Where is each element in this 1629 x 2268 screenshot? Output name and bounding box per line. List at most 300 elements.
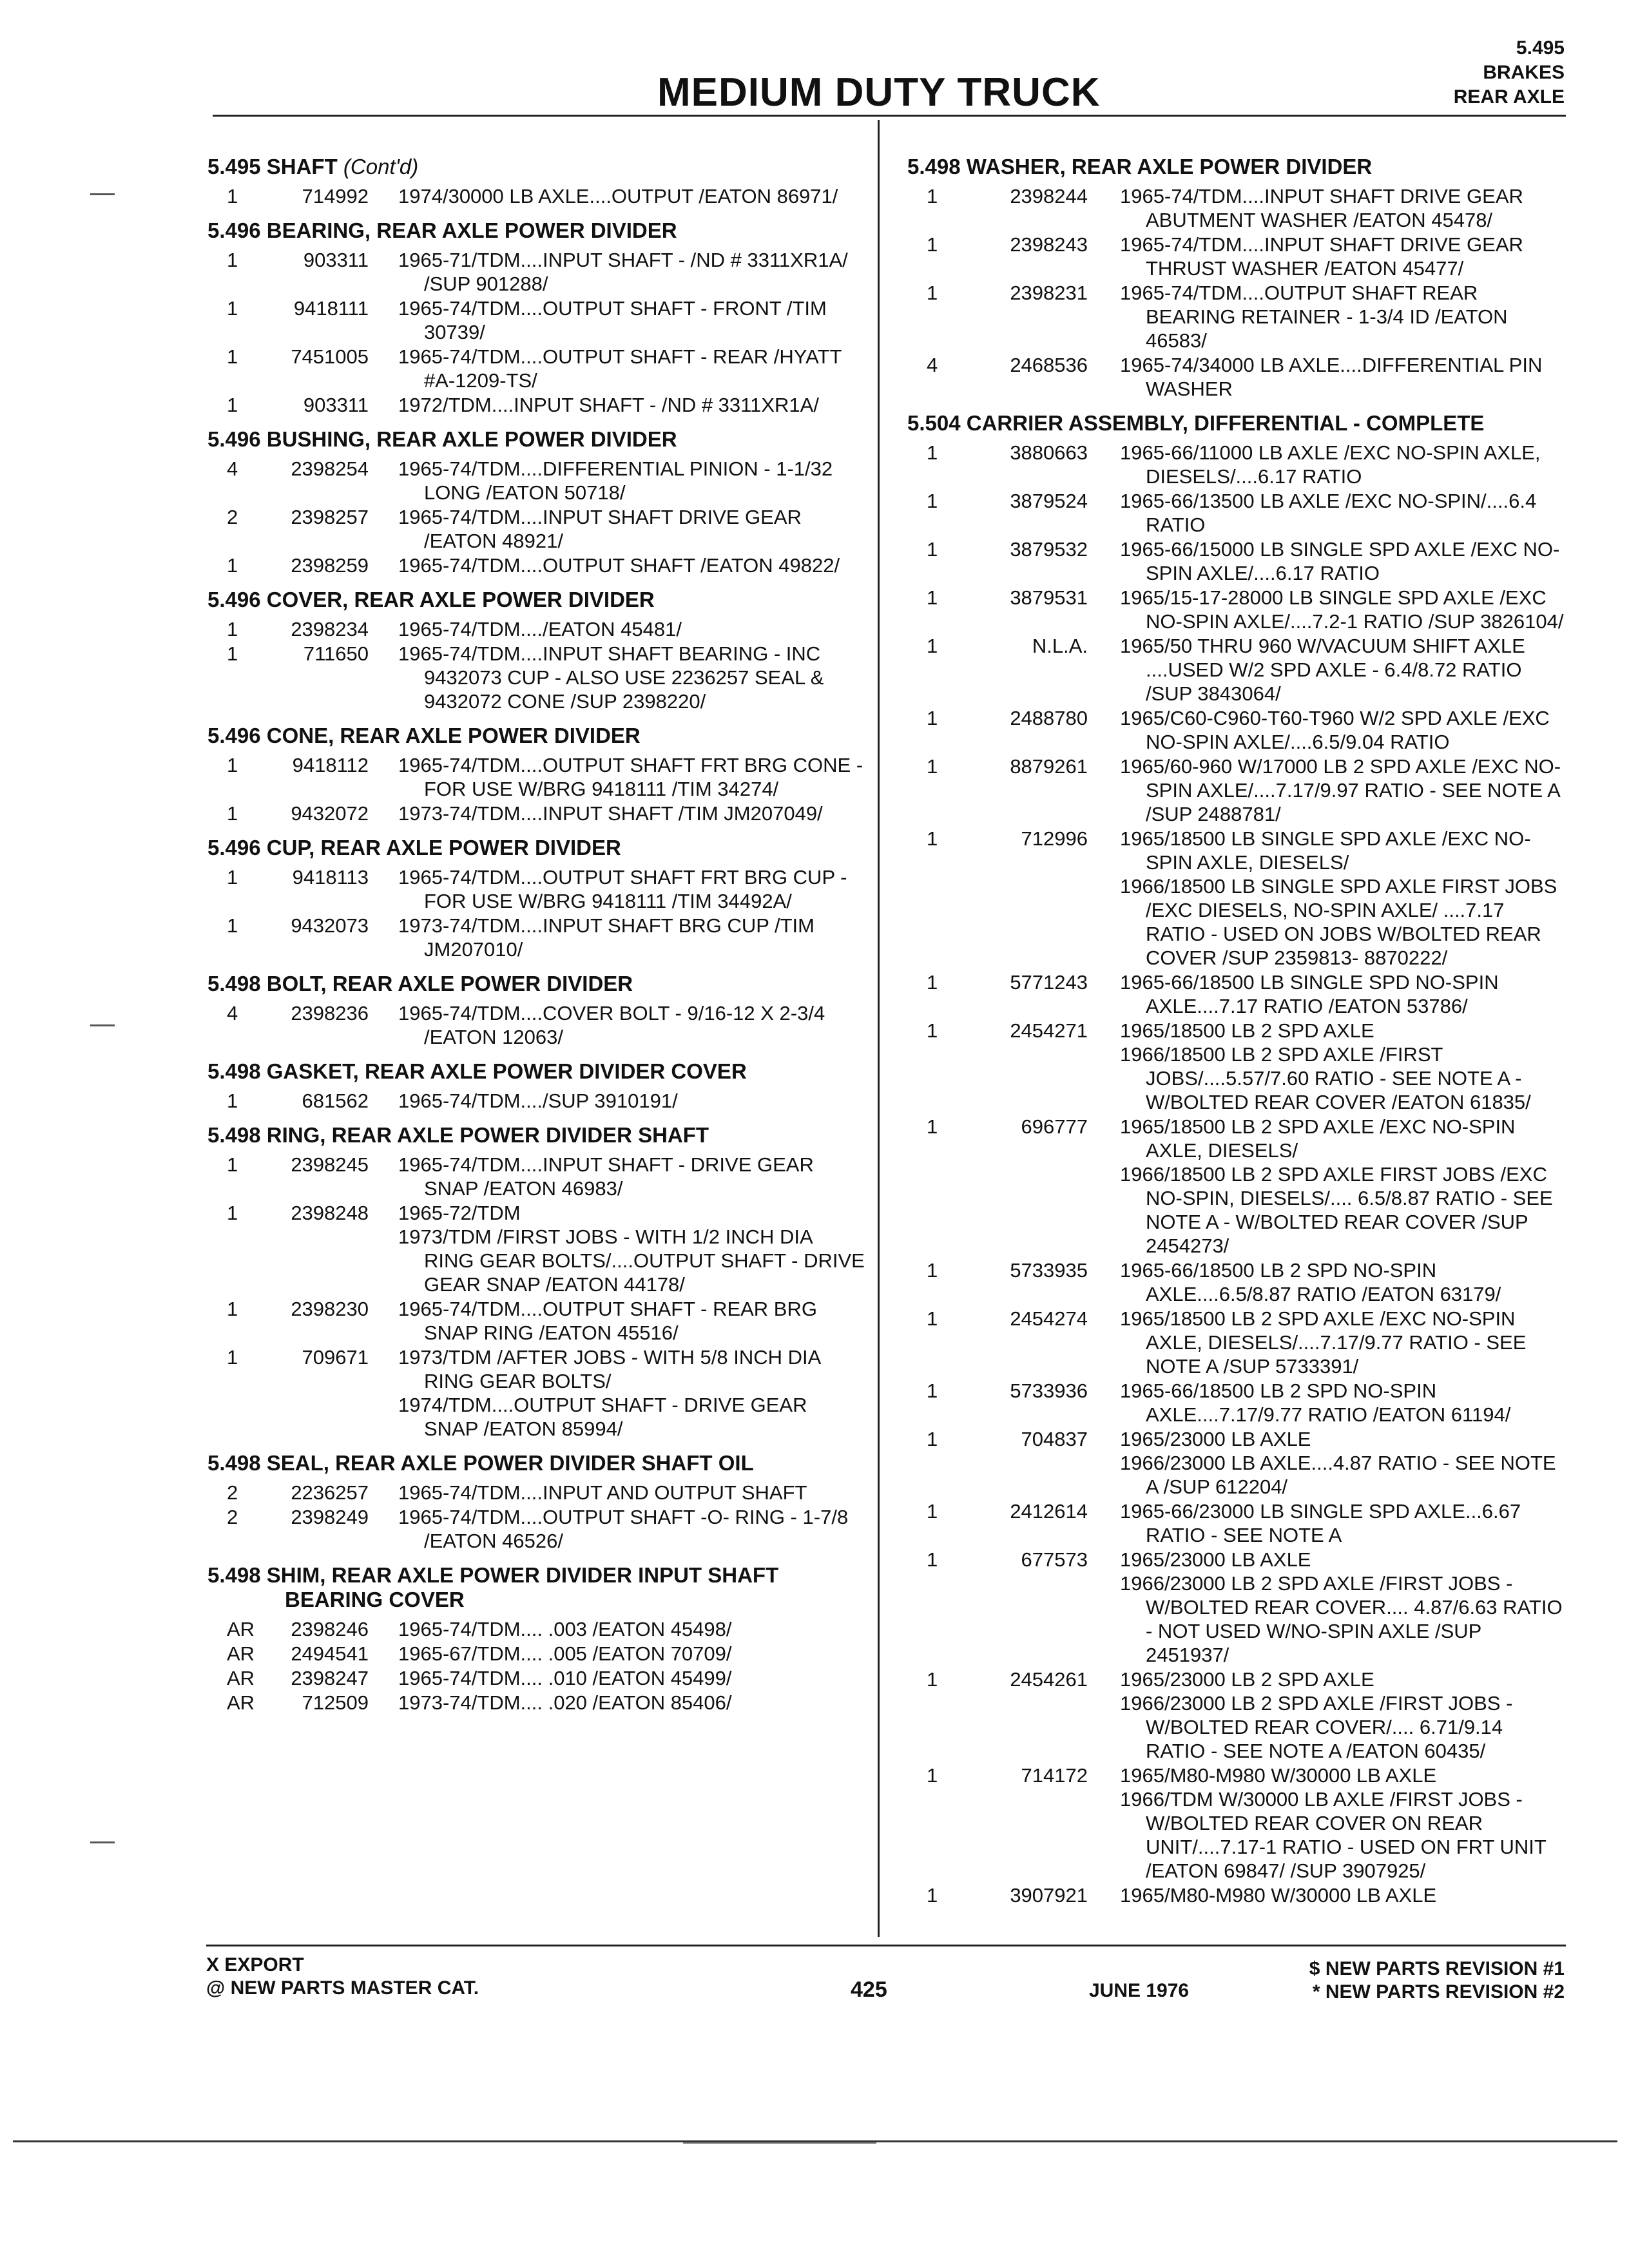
part-description (1088, 1115, 1565, 1258)
part-number: 2398257 (291, 506, 369, 528)
section-heading (907, 411, 1565, 436)
part-quantity: 1 (927, 282, 938, 304)
description-line: 1965/18500 LB 2 SPD AXLE /EXC NO-SPIN AXLE, DIESELS/....7.17/9.77 RATIO - SEE NOTE A /SUP 5733391/ (1120, 1307, 1527, 1378)
part-description (1088, 1427, 1565, 1499)
section-heading (207, 1123, 865, 1148)
part-number: 2398247 (291, 1667, 369, 1689)
part-number: 2454274 (1010, 1307, 1088, 1330)
description-line: 1965-74/TDM....INPUT SHAFT DRIVE GEAR ABUTMENT WASHER /EATON 45478/ (1120, 185, 1523, 231)
part-description (1088, 754, 1565, 826)
section-heading-text: 5.496 BEARING, REAR AXLE POWER DIVIDER (207, 218, 677, 242)
binder-hole-mark (90, 1841, 115, 1843)
part-quantity: 1 (227, 866, 238, 889)
description-line: 1965-74/TDM....OUTPUT SHAFT -O- RING - 1-7/8 /EATON 46526/ (398, 1506, 849, 1552)
part-quantity: 4 (227, 1002, 238, 1024)
part-number: 2494541 (291, 1642, 369, 1665)
part-number: 3879532 (1010, 538, 1088, 561)
part-row (907, 281, 1565, 352)
part-quantity: 1 (927, 1115, 938, 1138)
part-quantity: AR (227, 1618, 255, 1640)
description-line: 1966/23000 LB 2 SPD AXLE /FIRST JOBS - W/BOLTED REAR COVER.... 4.87/6.63 RATIO - NOT USED W/NO-SPIN AXLE /SUP 2451937/ (1120, 1572, 1563, 1666)
description-line: 1965-71/TDM....INPUT SHAFT - /ND # 3311XR1A/ /SUP 901288/ (398, 249, 848, 295)
part-description (1088, 586, 1565, 633)
part-description (369, 393, 865, 417)
part-row (207, 753, 865, 801)
part-quantity: 2 (227, 1506, 238, 1528)
part-number: 2398234 (291, 618, 369, 640)
part-number: 9418112 (292, 754, 369, 776)
description-line: 1965/18500 LB SINGLE SPD AXLE /EXC NO-SPIN AXLE, DIESELS/ (1120, 827, 1531, 874)
part-quantity: 1 (227, 394, 238, 416)
part-description (369, 345, 865, 392)
section-heading-text: 5.498 RING, REAR AXLE POWER DIVIDER SHAFT (207, 1123, 709, 1147)
part-row (207, 1505, 865, 1553)
part-number: 712996 (1021, 827, 1088, 850)
part-description (369, 1153, 865, 1200)
part-number: 681562 (302, 1090, 369, 1112)
part-description (369, 1297, 865, 1345)
part-quantity: 1 (227, 618, 238, 640)
part-quantity: 1 (927, 586, 938, 609)
part-row (207, 1345, 865, 1441)
section-number: 5.495 (1516, 37, 1565, 59)
section-heading (207, 218, 865, 243)
description-line: 1973-74/TDM.... .020 /EATON 85406/ (398, 1691, 732, 1714)
part-quantity: 1 (227, 1153, 238, 1176)
part-description (1088, 184, 1565, 232)
description-line: 1965-66/18500 LB SINGLE SPD NO-SPIN AXLE....7.17 RATIO /EATON 53786/ (1120, 971, 1499, 1017)
part-number: 3879524 (1010, 490, 1088, 512)
part-number: 2398230 (291, 1298, 369, 1320)
section-heading (907, 155, 1565, 179)
description-line: 1965-74/TDM....INPUT SHAFT DRIVE GEAR /EATON 48921/ (398, 506, 802, 552)
part-row (907, 441, 1565, 488)
part-quantity: 1 (227, 642, 238, 665)
part-description (369, 802, 865, 825)
part-quantity: 1 (227, 1202, 238, 1224)
part-number: 3907921 (1010, 1884, 1088, 1907)
part-description (369, 1617, 865, 1641)
description-line: 1973-74/TDM....INPUT SHAFT /TIM JM207049/ (398, 802, 823, 825)
left-column (207, 155, 865, 1715)
part-row (907, 1427, 1565, 1499)
description-line: 1965-74/TDM..../SUP 3910191/ (398, 1090, 678, 1112)
part-quantity: 1 (927, 827, 938, 850)
part-row (907, 970, 1565, 1018)
part-number: 3880663 (1010, 441, 1088, 464)
section-heading-suffix: (Cont'd) (343, 155, 419, 178)
part-number: 2398259 (291, 554, 369, 577)
part-number: 2398254 (291, 457, 369, 480)
part-quantity: 1 (927, 185, 938, 207)
part-number: 704837 (1021, 1428, 1088, 1450)
column-divider (878, 120, 880, 1937)
part-row (907, 634, 1565, 706)
description-line: 1965-74/TDM..../EATON 45481/ (398, 618, 682, 640)
part-quantity: 1 (927, 1379, 938, 1402)
part-row (207, 1691, 865, 1715)
part-row (207, 296, 865, 344)
part-row (907, 706, 1565, 754)
part-description (1088, 353, 1565, 401)
part-row (207, 1666, 865, 1690)
part-quantity: 1 (227, 185, 238, 207)
section-heading (207, 155, 865, 179)
footer-legend-left (206, 1954, 479, 2000)
footer-legend-right (1309, 1957, 1565, 2004)
description-line: 1965-74/TDM....OUTPUT SHAFT - REAR BRG SNAP RING /EATON 45516/ (398, 1298, 817, 1344)
part-quantity: 1 (927, 1668, 938, 1691)
part-description (369, 865, 865, 913)
part-number: 903311 (303, 249, 369, 271)
part-description (369, 553, 865, 577)
description-line: 1965-74/TDM.... .003 /EATON 45498/ (398, 1618, 732, 1640)
part-number: 709671 (302, 1346, 369, 1369)
part-number: 696777 (1021, 1115, 1088, 1138)
part-description (369, 1691, 865, 1715)
part-row (207, 457, 865, 505)
part-quantity: 1 (927, 1548, 938, 1571)
part-number: 2398249 (291, 1506, 369, 1528)
description-line: 1965/15-17-28000 LB SINGLE SPD AXLE /EXC NO-SPIN AXLE/....7.2-1 RATIO /SUP 3826104/ (1120, 586, 1564, 633)
part-row (207, 865, 865, 913)
part-description (369, 617, 865, 641)
part-number: 711650 (303, 642, 369, 665)
description-line: 1966/18500 LB 2 SPD AXLE /FIRST JOBS/....5.57/7.60 RATIO - SEE NOTE A - W/BOLTED REAR COVER /EATON 61835/ (1120, 1043, 1531, 1113)
part-row (207, 1642, 865, 1666)
part-quantity: 4 (227, 457, 238, 480)
part-row (207, 184, 865, 208)
description-line: 1965/60-960 W/17000 LB 2 SPD AXLE /EXC NO-SPIN AXLE/....7.17/9.97 RATIO - SEE NOTE A /SUP 2488781/ (1120, 755, 1561, 825)
part-quantity: 1 (927, 1884, 938, 1907)
description-line: 1974/TDM....OUTPUT SHAFT - DRIVE GEAR SNAP /EATON 85994/ (398, 1394, 807, 1440)
description-line: 1965-74/TDM....OUTPUT SHAFT REAR BEARING RETAINER - 1-3/4 ID /EATON 46583/ (1120, 282, 1508, 352)
description-line: 1965-74/TDM....OUTPUT SHAFT FRT BRG CONE - FOR USE W/BRG 9418111 /TIM 34274/ (398, 754, 863, 800)
section-heading-text: 5.498 WASHER, REAR AXLE POWER DIVIDER (907, 155, 1373, 178)
part-row (207, 642, 865, 713)
part-row (907, 754, 1565, 826)
description-line: 1965-74/TDM....OUTPUT SHAFT - FRONT /TIM 30739/ (398, 297, 827, 343)
part-row (907, 1667, 1565, 1763)
part-row (907, 827, 1565, 970)
part-number: 9432073 (291, 914, 369, 937)
description-line: 1974/30000 LB AXLE....OUTPUT /EATON 86971/ (398, 185, 838, 207)
part-number: 677573 (1021, 1548, 1088, 1571)
part-number: 5771243 (1010, 971, 1088, 994)
page-section-header (1454, 36, 1565, 110)
part-number: 714172 (1021, 1764, 1088, 1787)
section-heading-text: 5.496 BUSHING, REAR AXLE POWER DIVIDER (207, 427, 677, 451)
description-line: 1965/18500 LB 2 SPD AXLE (1120, 1019, 1374, 1042)
part-description (1088, 827, 1565, 970)
part-description (1088, 441, 1565, 488)
part-number: 3879531 (1010, 586, 1088, 609)
part-row (907, 1019, 1565, 1114)
part-description (1088, 1763, 1565, 1883)
part-row (207, 1001, 865, 1049)
description-line: 1965/M80-M980 W/30000 LB AXLE (1120, 1884, 1437, 1907)
part-description (1088, 1499, 1565, 1547)
part-row (207, 617, 865, 641)
part-number: 712509 (302, 1691, 369, 1714)
part-row (207, 248, 865, 296)
part-description (1088, 1548, 1565, 1667)
part-row (907, 1307, 1565, 1378)
part-description (1088, 537, 1565, 585)
description-line: 1966/23000 LB AXLE....4.87 RATIO - SEE NOTE A /SUP 612204/ (1120, 1452, 1556, 1498)
section-heading (207, 427, 865, 452)
description-line: 1966/TDM W/30000 LB AXLE /FIRST JOBS - W/BOLTED REAR COVER ON REAR UNIT/....7.17-1 RATIO - USED ON FRT UNIT /EATON 69847/ /SUP 3907925/ (1120, 1788, 1547, 1882)
section-heading (207, 836, 865, 860)
part-number: 714992 (302, 185, 369, 207)
part-quantity: 1 (927, 1307, 938, 1330)
section-heading-text: 5.498 BOLT, REAR AXLE POWER DIVIDER (207, 972, 633, 995)
section-heading-text: 5.498 GASKET, REAR AXLE POWER DIVIDER COVER (207, 1059, 747, 1083)
part-number: 2236257 (291, 1481, 369, 1504)
description-line: 1965-74/TDM....COVER BOLT - 9/16-12 X 2-3/4 /EATON 12063/ (398, 1002, 825, 1048)
part-description (1088, 706, 1565, 754)
page-bottom-rule-fragment (683, 2142, 876, 2144)
export-legend: X EXPORT (206, 1954, 304, 1975)
part-row (907, 1379, 1565, 1427)
section-heading (207, 972, 865, 996)
description-line: 1973/TDM /AFTER JOBS - WITH 5/8 INCH DIA RING GEAR BOLTS/ (398, 1346, 820, 1392)
part-description (1088, 281, 1565, 352)
part-number: 2398231 (1010, 282, 1088, 304)
part-number: 2398236 (291, 1002, 369, 1024)
part-description (369, 1001, 865, 1049)
description-line: 1965-74/TDM....INPUT SHAFT BEARING - INC 9432073 CUP - ALSO USE 2236257 SEAL & 9432072 CONE /SUP 2398220/ (398, 642, 824, 713)
part-description (1088, 489, 1565, 537)
part-quantity: 1 (227, 554, 238, 577)
description-line: 1973/TDM /FIRST JOBS - WITH 1/2 INCH DIA RING GEAR BOLTS/....OUTPUT SHAFT - DRIVE GEAR SNAP /EATON 44178/ (398, 1225, 865, 1296)
part-description (1088, 233, 1565, 280)
part-description (1088, 970, 1565, 1018)
part-row (907, 233, 1565, 280)
part-row (207, 1201, 865, 1296)
section-heading-text: 5.498 SHIM, REAR AXLE POWER DIVIDER INPUT SHAFT (207, 1563, 779, 1587)
part-row (907, 1115, 1565, 1258)
part-row (207, 505, 865, 553)
part-number: 5733935 (1010, 1259, 1088, 1282)
part-row (207, 1089, 865, 1113)
section-heading-text: 5.498 SEAL, REAR AXLE POWER DIVIDER SHAFT OIL (207, 1451, 754, 1475)
part-number: 2398248 (291, 1202, 369, 1224)
part-description (1088, 1379, 1565, 1427)
footer-rule (206, 1945, 1566, 1946)
part-row (207, 393, 865, 417)
description-line: 1965/C60-C960-T60-T960 W/2 SPD AXLE /EXC NO-SPIN AXLE/....6.5/9.04 RATIO (1120, 707, 1550, 753)
part-number: 2468536 (1010, 354, 1088, 376)
part-number: 9418113 (292, 866, 369, 889)
part-quantity: AR (227, 1642, 255, 1665)
description-line: 1965/23000 LB 2 SPD AXLE (1120, 1668, 1374, 1691)
part-number: 9418111 (293, 297, 369, 320)
description-line: 1965-74/34000 LB AXLE....DIFFERENTIAL PIN WASHER (1120, 354, 1543, 400)
part-quantity: AR (227, 1667, 255, 1689)
part-row (907, 1499, 1565, 1547)
part-quantity: 1 (227, 754, 238, 776)
category-label: BRAKES (1483, 62, 1565, 83)
part-description (369, 248, 865, 296)
part-number: 2454271 (1010, 1019, 1088, 1042)
part-quantity: 1 (927, 1019, 938, 1042)
part-row (907, 489, 1565, 537)
part-row (207, 345, 865, 392)
part-description (369, 1481, 865, 1504)
part-description (1088, 1307, 1565, 1378)
part-quantity: 1 (927, 1428, 938, 1450)
description-line: 1965/18500 LB 2 SPD AXLE /EXC NO-SPIN AXLE, DIESELS/ (1120, 1115, 1516, 1162)
description-line: 1966/18500 LB SINGLE SPD AXLE FIRST JOBS /EXC DIESELS, NO-SPIN AXLE/ ....7.17 RATIO - USED ON JOBS W/BOLTED REAR COVER /SUP 2359813- 8870222/ (1120, 875, 1557, 969)
right-column (907, 155, 1565, 1908)
part-row (207, 1297, 865, 1345)
part-description (1088, 1883, 1565, 1907)
part-description (369, 642, 865, 713)
revision-1-legend: $ NEW PARTS REVISION #1 (1309, 1958, 1565, 1979)
part-number: 2488780 (1010, 707, 1088, 729)
part-number: 2398245 (291, 1153, 369, 1176)
description-line: 1966/18500 LB 2 SPD AXLE FIRST JOBS /EXC NO-SPIN, DIESELS/.... 6.5/8.87 RATIO - SEE NOTE A - W/BOLTED REAR COVER /SUP 2454273/ (1120, 1163, 1553, 1257)
part-row (907, 184, 1565, 232)
section-heading (207, 1563, 865, 1612)
page-number: 425 (851, 1977, 887, 2002)
description-line: 1973-74/TDM....INPUT SHAFT BRG CUP /TIM JM207010/ (398, 914, 815, 961)
description-line: 1965-66/11000 LB AXLE /EXC NO-SPIN AXLE, DIESELS/....6.17 RATIO (1120, 441, 1541, 488)
part-quantity: 1 (927, 707, 938, 729)
part-quantity: 1 (227, 345, 238, 368)
part-quantity: 1 (227, 249, 238, 271)
part-description (369, 1201, 865, 1296)
section-heading (207, 1059, 865, 1084)
part-row (207, 914, 865, 961)
section-heading-text: 5.504 CARRIER ASSEMBLY, DIFFERENTIAL - COMPLETE (907, 411, 1485, 435)
part-quantity: 1 (927, 1500, 938, 1523)
part-row (907, 353, 1565, 401)
part-quantity: 1 (927, 233, 938, 256)
description-line: 1965-74/TDM....OUTPUT SHAFT - REAR /HYATT #A-1209-TS/ (398, 345, 842, 392)
description-line: 1965-66/18500 LB 2 SPD NO-SPIN AXLE....7.17/9.77 RATIO /EATON 61194/ (1120, 1379, 1511, 1426)
part-description (369, 1642, 865, 1666)
binder-hole-mark (90, 193, 115, 195)
description-line: 1965-66/15000 LB SINGLE SPD AXLE /EXC NO-SPIN AXLE/....6.17 RATIO (1120, 538, 1560, 584)
part-description (369, 296, 865, 344)
description-line: 1965/50 THRU 960 W/VACUUM SHIFT AXLE ....USED W/2 SPD AXLE - 6.4/8.72 RATIO /SUP 3843064/ (1120, 635, 1525, 705)
part-quantity: 1 (927, 441, 938, 464)
part-quantity: 1 (227, 297, 238, 320)
section-heading (207, 588, 865, 612)
part-quantity: 1 (927, 1764, 938, 1787)
part-number: 9432072 (291, 802, 369, 825)
part-row (907, 1258, 1565, 1306)
description-line: 1965-74/TDM....INPUT SHAFT - DRIVE GEAR SNAP /EATON 46983/ (398, 1153, 814, 1200)
section-heading-text: 5.495 SHAFT (207, 155, 338, 178)
description-line: 1965-74/TDM....INPUT AND OUTPUT SHAFT (398, 1481, 807, 1504)
part-number: 7451005 (291, 345, 369, 368)
part-row (907, 537, 1565, 585)
section-heading-continuation: BEARING COVER (285, 1588, 465, 1611)
part-quantity: 1 (927, 538, 938, 561)
description-line: 1965/23000 LB AXLE (1120, 1428, 1311, 1450)
part-quantity: 1 (927, 971, 938, 994)
description-line: 1965-66/13500 LB AXLE /EXC NO-SPIN/....6.4 RATIO (1120, 490, 1537, 536)
part-description (369, 914, 865, 961)
part-description (1088, 1667, 1565, 1763)
part-quantity: 1 (927, 755, 938, 778)
description-line: 1965-66/23000 LB SINGLE SPD AXLE...6.67 RATIO - SEE NOTE A (1120, 1500, 1521, 1546)
part-number: 8879261 (1010, 755, 1088, 778)
master-cat-legend: @ NEW PARTS MASTER CAT. (206, 1977, 479, 1999)
header-rule (213, 115, 1566, 117)
part-quantity: 1 (227, 914, 238, 937)
part-quantity: 4 (927, 354, 938, 376)
part-row (907, 1763, 1565, 1883)
description-line: 1965-74/TDM.... .010 /EATON 45499/ (398, 1667, 732, 1689)
section-heading-text: 5.496 CUP, REAR AXLE POWER DIVIDER (207, 836, 621, 860)
description-line: 1972/TDM....INPUT SHAFT - /ND # 3311XR1A/ (398, 394, 819, 416)
part-number: 2398246 (291, 1618, 369, 1640)
part-quantity: 2 (227, 1481, 238, 1504)
part-row (907, 586, 1565, 633)
section-heading (207, 1451, 865, 1475)
description-line: 1965-72/TDM (398, 1202, 521, 1224)
part-quantity: AR (227, 1691, 255, 1714)
part-row (207, 1617, 865, 1641)
description-line: 1965-74/TDM....DIFFERENTIAL PINION - 1-1/32 LONG /EATON 50718/ (398, 457, 833, 504)
description-line: 1965/23000 LB AXLE (1120, 1548, 1311, 1571)
part-number: 903311 (303, 394, 369, 416)
description-line: 1965-74/TDM....INPUT SHAFT DRIVE GEAR THRUST WASHER /EATON 45477/ (1120, 233, 1523, 280)
part-description (369, 1666, 865, 1690)
part-row (207, 1481, 865, 1504)
description-line: 1965-67/TDM.... .005 /EATON 70709/ (398, 1642, 732, 1665)
part-description (1088, 1258, 1565, 1306)
part-number: 5733936 (1010, 1379, 1088, 1402)
part-row (907, 1548, 1565, 1667)
part-number: 2412614 (1010, 1500, 1088, 1523)
page-title: MEDIUM DUTY TRUCK (657, 70, 1101, 115)
subcategory-label: REAR AXLE (1453, 86, 1565, 108)
description-line: 1965/M80-M980 W/30000 LB AXLE (1120, 1764, 1437, 1787)
part-row (207, 1153, 865, 1200)
part-number: 2454261 (1010, 1668, 1088, 1691)
revision-2-legend: * NEW PARTS REVISION #2 (1312, 1981, 1565, 2003)
part-row (207, 802, 865, 825)
part-description (369, 184, 865, 208)
part-quantity: 2 (227, 506, 238, 528)
part-number: N.L.A. (1032, 635, 1088, 657)
part-description (369, 1089, 865, 1113)
description-line: 1965-66/18500 LB 2 SPD NO-SPIN AXLE....6.5/8.87 RATIO /EATON 63179/ (1120, 1259, 1501, 1305)
part-description (369, 457, 865, 505)
part-quantity: 1 (927, 635, 938, 657)
description-line: 1966/23000 LB 2 SPD AXLE /FIRST JOBS - W/BOLTED REAR COVER/.... 6.71/9.14 RATIO - SEE NOTE A /EATON 60435/ (1120, 1692, 1513, 1762)
section-heading-text: 5.496 COVER, REAR AXLE POWER DIVIDER (207, 588, 655, 611)
binder-hole-mark (90, 1024, 115, 1026)
part-number: 2398244 (1010, 185, 1088, 207)
part-row (207, 553, 865, 577)
part-description (369, 1505, 865, 1553)
part-quantity: 1 (927, 1259, 938, 1282)
description-line: 1965-74/TDM....OUTPUT SHAFT /EATON 49822/ (398, 554, 840, 577)
part-description (369, 753, 865, 801)
part-description (369, 505, 865, 553)
section-heading-text: 5.496 CONE, REAR AXLE POWER DIVIDER (207, 724, 641, 747)
part-quantity: 1 (227, 1298, 238, 1320)
publication-date: JUNE 1976 (1089, 1980, 1190, 2001)
description-line: 1965-74/TDM....OUTPUT SHAFT FRT BRG CUP - FOR USE W/BRG 9418111 /TIM 34492A/ (398, 866, 847, 912)
part-number: 2398243 (1010, 233, 1088, 256)
